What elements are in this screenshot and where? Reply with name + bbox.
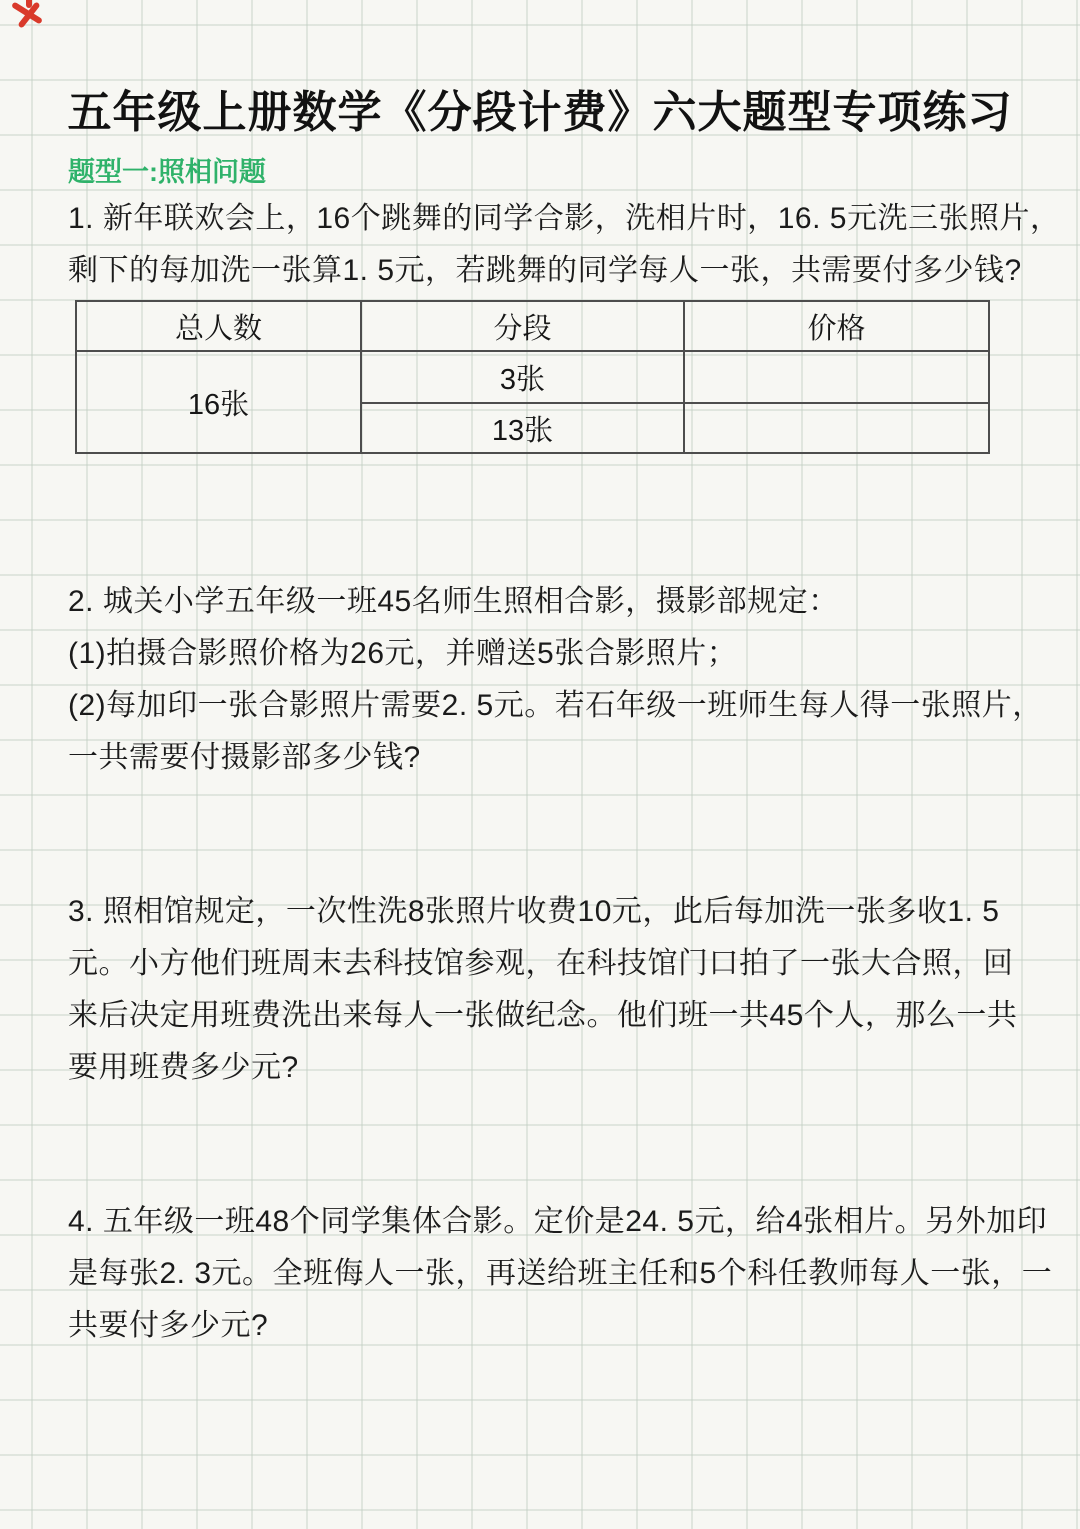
header-cell-price: 价格 [684,301,989,351]
problem-1 [68,193,1061,297]
pricing-table [75,300,990,454]
page-title: 五年级上册数学《分段计费》六大题型专项练习 [67,88,1013,137]
header-cell-total: 总人数 [76,301,361,351]
cell-segment-2: 13张 [361,403,684,453]
red-mark-stroke [26,0,32,8]
problem-1-line-2: 剩下的每加洗一张算1. 5元，若跳舞的同学每人一张，共需要付多少钱? [68,254,1022,287]
problem-2-line-3: (2)每加印一张合影照片需要2. 5元。若石年级一班师生每人得一张照片， [68,689,1043,722]
problem-3-line-1: 3. 照相馆规定，一次性洗8张照片收费10元，此后每加洗一张多收1. 5 [68,895,1000,928]
problem-4-line-3: 共要付多少元? [68,1309,269,1342]
section-label: 题型一:照相问题 [68,157,266,187]
red-corner-mark [6,0,50,42]
problem-3-line-2: 元。小方他们班周末去科技馆参观，在科技馆门口拍了一张大合照，回 [68,947,1014,980]
problem-1-line-1: 1. 新年联欢会上，16个跳舞的同学合影，洗相片时，16. 5元洗三张照片， [68,202,1061,235]
cell-segment-1: 3张 [361,351,684,403]
problem-2 [68,576,1043,784]
problem-3-line-4: 要用班费多少元? [68,1051,299,1084]
header-cell-segment: 分段 [361,301,684,351]
problem-2-line-4: 一共需要付摄影部多少钱? [68,741,421,774]
problem-3 [68,886,1030,1094]
cell-price-1 [684,351,989,403]
cell-total-count: 16张 [76,351,361,453]
problem-2-line-2: (1)拍摄合影照价格为26元，并赠送5张合影照片； [68,637,738,670]
cell-price-2 [684,403,989,453]
table-row [76,351,989,403]
problem-4 [68,1196,1053,1352]
table-header-row [76,301,989,351]
problem-4-line-2: 是每张2. 3元。全班侮人一张，再送给班主任和5个科任教师每人一张，一 [68,1257,1053,1290]
problem-3-line-3: 来后决定用班费洗出来每人一张做纪念。他们班一共45个人，那么一共 [68,999,1018,1032]
problem-2-line-1: 2. 城关小学五年级一班45名师生照相合影，摄影部规定： [68,585,839,618]
problem-4-line-1: 4. 五年级一班48个同学集体合影。定价是24. 5元，给4张相片。另外加印 [68,1205,1048,1238]
